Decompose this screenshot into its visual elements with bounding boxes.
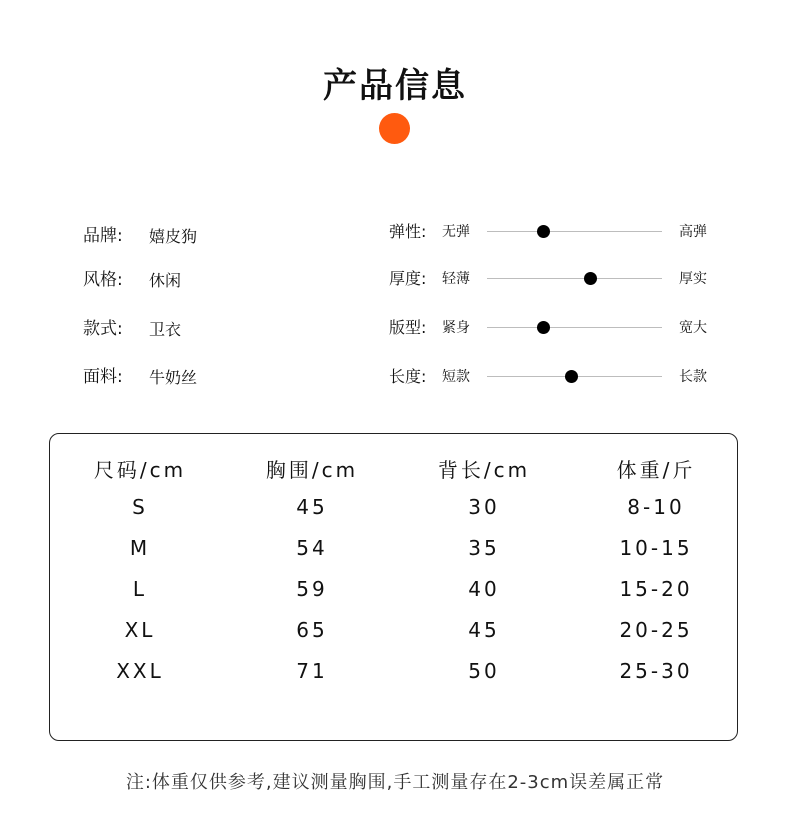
size-table-cell: 30 bbox=[468, 495, 500, 519]
info-label: 款式: bbox=[83, 319, 123, 339]
attr-row-fit bbox=[389, 315, 729, 339]
attr-label: 弹性: bbox=[389, 222, 427, 241]
size-table-cell: M bbox=[129, 536, 151, 560]
info-value: 休闲 bbox=[149, 271, 182, 290]
size-table-header: 尺码/cm bbox=[93, 458, 187, 482]
attr-low-label: 紧身 bbox=[442, 320, 470, 336]
info-value: 牛奶丝 bbox=[149, 368, 198, 387]
size-table-cell: 59 bbox=[296, 577, 328, 601]
size-table-cell: 20-25 bbox=[619, 618, 693, 642]
size-table-cell: 54 bbox=[296, 536, 328, 560]
size-table-cell: 45 bbox=[468, 618, 500, 642]
attr-low-label: 无弹 bbox=[442, 224, 470, 240]
attr-low-label: 短款 bbox=[442, 369, 470, 385]
size-table bbox=[49, 433, 738, 741]
size-table-cell: 10-15 bbox=[619, 536, 693, 560]
attr-row-thickness bbox=[389, 266, 729, 290]
size-table-cell: 65 bbox=[296, 618, 328, 642]
info-label: 品牌: bbox=[83, 226, 123, 246]
attr-indicator bbox=[537, 321, 550, 334]
attr-track bbox=[487, 231, 662, 232]
size-table-cell: XL bbox=[124, 618, 156, 642]
info-value: 嬉皮狗 bbox=[149, 227, 198, 246]
size-table-cell: 40 bbox=[468, 577, 500, 601]
info-label: 面料: bbox=[83, 367, 123, 387]
size-table-cell: 45 bbox=[296, 495, 328, 519]
attr-row-length bbox=[389, 364, 729, 388]
size-table-cell: S bbox=[132, 495, 148, 519]
attr-label: 版型: bbox=[389, 318, 427, 337]
size-table-cell: 15-20 bbox=[619, 577, 693, 601]
measurement-note: 注:体重仅供参考,建议测量胸围,手工测量存在2-3cm误差属正常 bbox=[125, 772, 665, 793]
size-table-cell: 35 bbox=[468, 536, 500, 560]
attr-label: 长度: bbox=[389, 367, 427, 386]
attr-row-elasticity bbox=[389, 219, 729, 243]
size-table-header: 胸围/cm bbox=[265, 458, 359, 482]
size-table-cell: 25-30 bbox=[619, 659, 693, 683]
size-table-header: 体重/斤 bbox=[616, 458, 696, 482]
accent-dot bbox=[379, 113, 410, 144]
attr-high-label: 宽大 bbox=[679, 320, 707, 336]
info-label: 风格: bbox=[83, 270, 123, 290]
attr-high-label: 厚实 bbox=[679, 271, 707, 287]
attr-label: 厚度: bbox=[389, 269, 427, 288]
size-table-header: 背长/cm bbox=[437, 458, 531, 482]
attr-track bbox=[487, 327, 662, 328]
size-table-cell: L bbox=[132, 577, 148, 601]
size-table-cell: 71 bbox=[296, 659, 328, 683]
page-title: 产品信息 bbox=[323, 66, 467, 106]
info-value: 卫衣 bbox=[149, 320, 182, 339]
size-table-cell: 50 bbox=[468, 659, 500, 683]
attr-indicator bbox=[537, 225, 550, 238]
attr-track bbox=[487, 278, 662, 279]
attr-indicator bbox=[565, 370, 578, 383]
attr-high-label: 长款 bbox=[679, 369, 707, 385]
attr-high-label: 高弹 bbox=[679, 224, 707, 240]
attr-indicator bbox=[584, 272, 597, 285]
size-table-cell: 8-10 bbox=[627, 495, 685, 519]
attr-track bbox=[487, 376, 662, 377]
attr-low-label: 轻薄 bbox=[442, 271, 470, 287]
size-table-cell: XXL bbox=[116, 659, 164, 683]
